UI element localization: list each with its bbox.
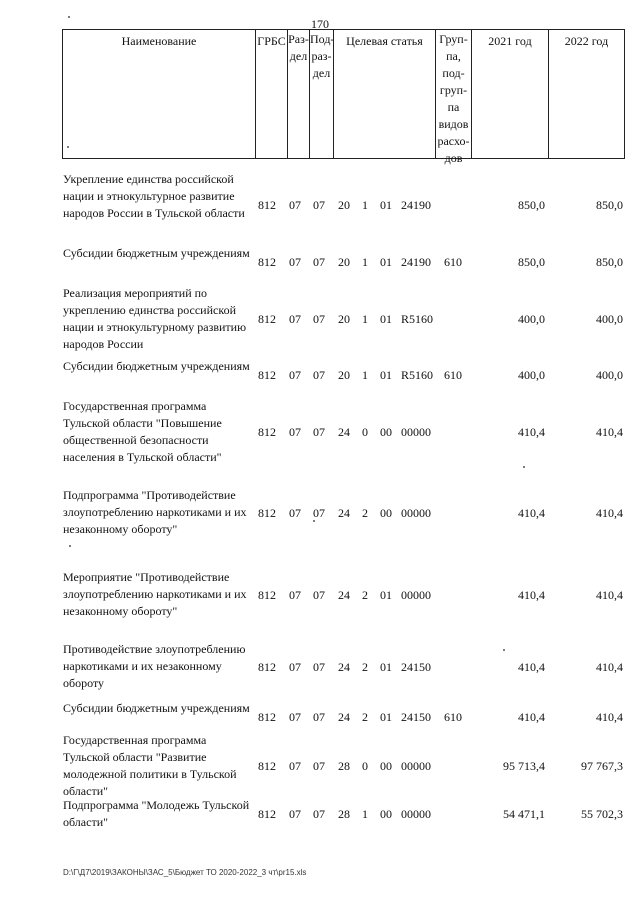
row-amount-2021: 54 471,1	[503, 807, 545, 821]
table-row	[0, 569, 640, 620]
row-pr: 07	[313, 198, 325, 212]
table-row	[0, 700, 640, 734]
row-cs1: 24	[338, 506, 350, 520]
row-cs1: 24	[338, 710, 350, 724]
row-amount-2022: 97 767,3	[581, 759, 623, 773]
scan-speck	[313, 520, 315, 522]
table-header	[62, 29, 625, 165]
row-pr: 07	[313, 759, 325, 773]
row-amount-2022: 55 702,3	[581, 807, 623, 821]
scan-speck	[69, 545, 71, 547]
row-pr: 07	[313, 425, 325, 439]
row-cs1: 28	[338, 759, 350, 773]
row-amount-2022: 410,4	[596, 710, 623, 724]
row-cs3: 01	[380, 710, 392, 724]
row-amount-2022: 410,4	[596, 425, 623, 439]
row-rz: 07	[289, 255, 301, 269]
row-cs4: 24190	[401, 255, 431, 269]
row-vr: 610	[444, 710, 462, 724]
table-row	[0, 285, 640, 353]
row-cs1: 24	[338, 425, 350, 439]
row-cs3: 01	[380, 368, 392, 382]
row-amount-2022: 410,4	[596, 660, 623, 674]
row-rz: 07	[289, 425, 301, 439]
row-grbs: 812	[258, 588, 276, 602]
row-name: Субсидии бюджетным учреждениям	[63, 359, 250, 373]
row-cs1: 20	[338, 198, 350, 212]
row-pr: 07	[313, 660, 325, 674]
row-cs1: 20	[338, 312, 350, 326]
row-vr: 610	[444, 255, 462, 269]
row-amount-2021: 95 713,4	[503, 759, 545, 773]
scan-speck	[503, 649, 505, 651]
row-grbs: 812	[258, 807, 276, 821]
row-cs2: 2	[362, 588, 368, 602]
row-cs2: 1	[362, 255, 368, 269]
row-cs4: 00000	[401, 759, 431, 773]
row-cs2: 1	[362, 807, 368, 821]
row-cs4: 00000	[401, 425, 431, 439]
row-cs4: 24190	[401, 198, 431, 212]
row-grbs: 812	[258, 255, 276, 269]
row-cs1: 20	[338, 368, 350, 382]
row-name: Государственная программа Тульской области "Повышение общественной безопасности населения в Тульской области"	[63, 399, 222, 464]
row-cs1: 24	[338, 588, 350, 602]
row-cs4: 00000	[401, 588, 431, 602]
row-name: Мероприятие "Противодействие злоупотреблению наркотиками и их незаконному обороту"	[63, 570, 247, 618]
row-cs3: 00	[380, 759, 392, 773]
row-cs3: 01	[380, 660, 392, 674]
row-grbs: 812	[258, 710, 276, 724]
row-pr: 07	[313, 368, 325, 382]
header-podrazdel: Под- раз- дел	[309, 30, 333, 158]
row-amount-2021: 400,0	[518, 312, 545, 326]
header-2021: 2021 год	[471, 30, 548, 158]
page-number: 170	[311, 17, 329, 31]
row-name: Реализация мероприятий по укреплению единства российской нации и этнокультурному развитию народов России	[63, 286, 247, 351]
row-pr: 07	[313, 588, 325, 602]
row-amount-2021: 410,4	[518, 710, 545, 724]
row-rz: 07	[289, 710, 301, 724]
row-cs2: 0	[362, 759, 368, 773]
row-cs1: 24	[338, 660, 350, 674]
row-cs3: 01	[380, 255, 392, 269]
row-amount-2021: 850,0	[518, 198, 545, 212]
row-cs2: 0	[362, 425, 368, 439]
row-cs4: 00000	[401, 506, 431, 520]
row-grbs: 812	[258, 660, 276, 674]
table-row	[0, 398, 640, 466]
row-amount-2021: 850,0	[518, 255, 545, 269]
header-grbs: ГРБС	[255, 30, 287, 158]
row-cs1: 20	[338, 255, 350, 269]
row-grbs: 812	[258, 425, 276, 439]
row-pr: 07	[313, 710, 325, 724]
scan-speck	[67, 146, 69, 148]
header-razdel: Раз- дел	[287, 30, 309, 158]
table-row	[0, 487, 640, 538]
row-cs3: 01	[380, 312, 392, 326]
row-rz: 07	[289, 198, 301, 212]
row-rz: 07	[289, 807, 301, 821]
row-cs3: 00	[380, 506, 392, 520]
table-row	[0, 641, 640, 692]
header-target-article: Целевая статья	[333, 30, 435, 158]
row-amount-2022: 410,4	[596, 588, 623, 602]
row-amount-2022: 400,0	[596, 312, 623, 326]
header-expense-group: Груп- па, под- груп- па видов расхо- дов	[435, 30, 471, 158]
row-pr: 07	[313, 255, 325, 269]
row-grbs: 812	[258, 198, 276, 212]
row-name: Субсидии бюджетным учреждениям	[63, 246, 250, 260]
row-cs2: 2	[362, 660, 368, 674]
row-rz: 07	[289, 506, 301, 520]
table-row	[0, 245, 640, 279]
row-pr: 07	[313, 807, 325, 821]
row-pr: 07	[313, 312, 325, 326]
row-cs3: 01	[380, 198, 392, 212]
row-name: Противодействие злоупотреблению наркотиками и их незаконному обороту	[63, 642, 246, 690]
row-rz: 07	[289, 312, 301, 326]
row-cs1: 28	[338, 807, 350, 821]
row-cs4: 00000	[401, 807, 431, 821]
row-cs4: 24150	[401, 660, 431, 674]
row-name: Укрепление единства российской нации и этнокультурное развитие народов России в Тульской области	[63, 172, 245, 220]
row-cs4: R5160	[401, 312, 434, 326]
row-amount-2022: 410,4	[596, 506, 623, 520]
row-amount-2021: 400,0	[518, 368, 545, 382]
row-amount-2021: 410,4	[518, 660, 545, 674]
row-grbs: 812	[258, 312, 276, 326]
row-name: Подпрограмма "Противодействие злоупотреблению наркотиками и их незаконному обороту"	[63, 488, 247, 536]
row-grbs: 812	[258, 506, 276, 520]
row-amount-2022: 400,0	[596, 368, 623, 382]
row-name: Государственная программа Тульской области "Развитие молодежной политики в Тульской области"	[63, 733, 237, 798]
row-cs4: 24150	[401, 710, 431, 724]
row-grbs: 812	[258, 759, 276, 773]
row-rz: 07	[289, 588, 301, 602]
row-cs2: 2	[362, 710, 368, 724]
table-row	[0, 358, 640, 392]
row-cs4: R5160	[401, 368, 434, 382]
row-cs2: 1	[362, 312, 368, 326]
table-row	[0, 171, 640, 239]
row-cs2: 2	[362, 506, 368, 520]
scan-speck	[523, 466, 525, 468]
row-cs3: 01	[380, 588, 392, 602]
header-name: Наименование	[62, 30, 255, 158]
row-amount-2022: 850,0	[596, 198, 623, 212]
row-amount-2021: 410,4	[518, 506, 545, 520]
row-rz: 07	[289, 660, 301, 674]
row-cs2: 1	[362, 198, 368, 212]
row-grbs: 812	[258, 368, 276, 382]
table-row	[0, 732, 640, 800]
row-pr: 07	[313, 506, 325, 520]
scan-speck	[68, 16, 70, 18]
row-amount-2021: 410,4	[518, 425, 545, 439]
row-vr: 610	[444, 368, 462, 382]
table-row	[0, 797, 640, 831]
row-cs3: 00	[380, 807, 392, 821]
file-path-footer: D:\Г\Д7\2019\ЗАКОНЫ\ЗАС_5\Бюджет ТО 2020-2022_3 чт\pr15.xls	[63, 868, 307, 877]
row-amount-2021: 410,4	[518, 588, 545, 602]
header-2022: 2022 год	[548, 30, 625, 158]
row-cs2: 1	[362, 368, 368, 382]
row-name: Субсидии бюджетным учреждениям	[63, 701, 250, 715]
row-name: Подпрограмма "Молодежь Тульской области"	[63, 798, 250, 829]
row-cs3: 00	[380, 425, 392, 439]
row-rz: 07	[289, 759, 301, 773]
row-amount-2022: 850,0	[596, 255, 623, 269]
row-rz: 07	[289, 368, 301, 382]
